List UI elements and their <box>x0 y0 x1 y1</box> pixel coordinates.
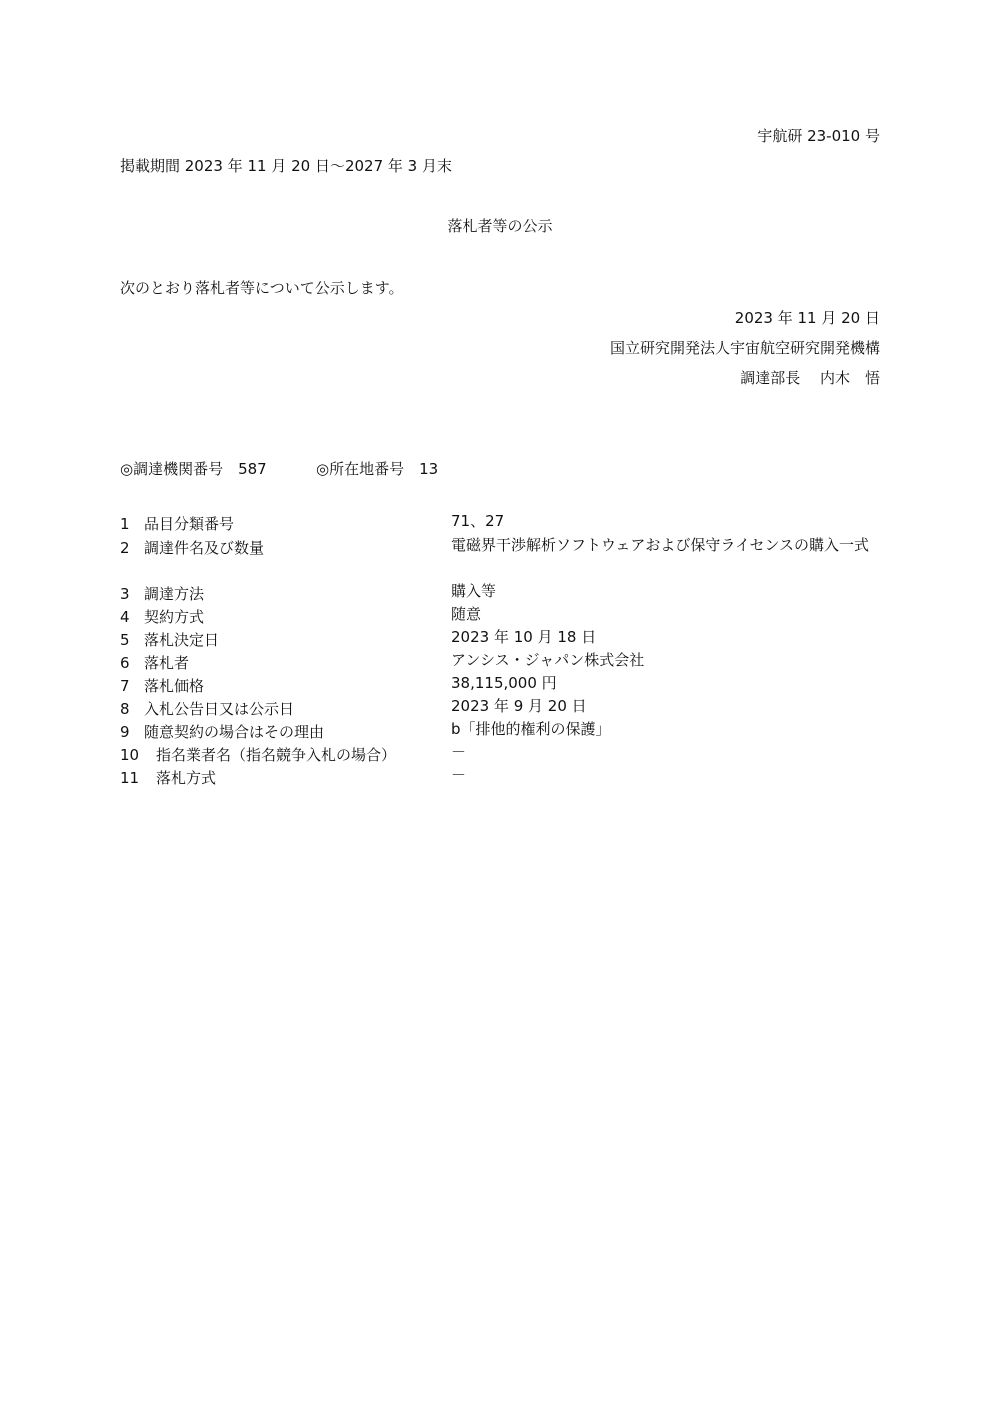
item-label: 落札価格 <box>144 677 205 695</box>
item-label: 契約方式 <box>144 608 205 626</box>
item-label: 指名業者名（指名競争入札の場合） <box>156 746 397 764</box>
item-number: 6 <box>120 654 130 672</box>
item-number: 11 <box>120 769 140 787</box>
item-number: 3 <box>120 585 130 603</box>
item-number: 7 <box>120 677 130 695</box>
item-number: 2 <box>120 539 130 557</box>
organization-name: 国立研究開発法人宇宙航空研究開発機構 <box>609 339 880 357</box>
item-value: 電磁界干渉解析ソフトウェアおよび保守ライセンスの購入一式 <box>451 536 870 554</box>
item-label: 随意契約の場合はその理由 <box>144 723 325 741</box>
item-label: 落札者 <box>144 654 190 672</box>
item-label: 品目分類番号 <box>144 515 235 533</box>
item-label: 落札決定日 <box>144 631 220 649</box>
item-value: 71、27 <box>451 512 505 530</box>
item-value: 2023 年 10 月 18 日 <box>451 628 597 646</box>
item-value: b「排他的権利の保護」 <box>451 720 611 738</box>
issue-date: 2023 年 11 月 20 日 <box>734 309 880 327</box>
intro-text: 次のとおり落札者等について公示します。 <box>120 279 404 297</box>
item-number: 8 <box>120 700 130 718</box>
item-number: 9 <box>120 723 130 741</box>
item-value: 購入等 <box>451 582 497 600</box>
item-label: 調達件名及び数量 <box>144 539 265 557</box>
agency-code: ◎調達機関番号 587 <box>120 460 267 478</box>
page-title: 落札者等の公示 <box>447 217 553 235</box>
item-value: 38,115,000 円 <box>451 674 557 692</box>
item-number: 5 <box>120 631 130 649</box>
item-label: 入札公告日又は公示日 <box>144 700 295 718</box>
item-label: 落札方式 <box>156 769 217 787</box>
item-number: 4 <box>120 608 130 626</box>
item-value: 随意 <box>451 605 482 623</box>
item-label: 調達方法 <box>144 585 205 603</box>
item-number: 10 <box>120 746 140 764</box>
document-number: 宇航研 23-010 号 <box>757 127 880 145</box>
item-value: アンシス・ジャパン株式会社 <box>451 651 645 669</box>
officer-name: 調達部長 内木 悟 <box>740 369 880 387</box>
item-value: 2023 年 9 月 20 日 <box>451 697 587 715</box>
location-code: ◎所在地番号 13 <box>316 460 439 478</box>
item-number: 1 <box>120 515 130 533</box>
posting-period: 掲載期間 2023 年 11 月 20 日～2027 年 3 月末 <box>120 157 452 175</box>
item-value: － <box>451 743 467 761</box>
item-value: － <box>451 766 467 784</box>
